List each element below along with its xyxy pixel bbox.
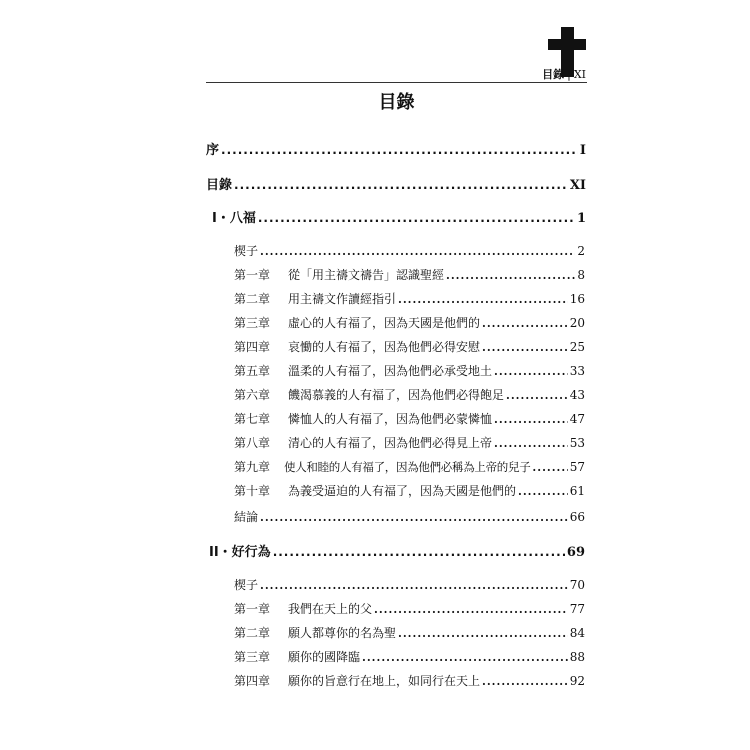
toc-chapter[interactable] xyxy=(234,386,585,403)
running-header-separator: | xyxy=(567,68,571,81)
toc-chapter-title: 哀慟的人有福了，因為他們必得安慰 xyxy=(288,340,481,354)
toc-chapter-number: 第十章 xyxy=(234,484,271,498)
toc-chapter-number: 第二章 xyxy=(234,626,271,640)
toc-chapter-number: 第四章 xyxy=(234,340,271,354)
toc-entry-title: 目錄 xyxy=(206,178,233,193)
toc-chapter-page: 61 xyxy=(569,484,585,498)
toc-part-2[interactable] xyxy=(209,541,585,560)
toc-chapter[interactable] xyxy=(234,648,585,665)
toc-chapter-title: 願你的旨意行在地上，如同行在天上 xyxy=(288,674,481,688)
toc-chapter-number: 第三章 xyxy=(234,650,271,664)
page-title: 目錄 xyxy=(378,92,415,113)
toc-chapter-page: 2 xyxy=(577,244,585,258)
dot-leader xyxy=(482,317,568,330)
toc-chapter-title: 願你的國降臨 xyxy=(288,650,361,664)
toc-chapter[interactable] xyxy=(234,314,585,331)
toc-chapter-number: 第四章 xyxy=(234,674,271,688)
toc-part-label: II・好行為 xyxy=(209,545,271,560)
dot-leader xyxy=(398,627,568,640)
toc-chapter-title: 結論 xyxy=(234,510,259,524)
toc-chapter-page: 25 xyxy=(569,340,585,354)
dot-leader xyxy=(506,389,568,402)
toc-chapter-title: 清心的人有福了，因為他們必得見上帝 xyxy=(288,436,493,450)
toc-chapter[interactable] xyxy=(234,672,585,689)
toc-chapter-page: 66 xyxy=(569,510,585,524)
toc-entry-title: 序 xyxy=(206,143,220,158)
dot-leader xyxy=(260,579,568,592)
dot-leader xyxy=(532,461,567,474)
toc-chapter[interactable] xyxy=(234,338,585,355)
dot-leader xyxy=(446,269,575,282)
dot-leader xyxy=(494,365,568,378)
toc-chapter-title: 虛心的人有福了，因為天國是他們的 xyxy=(288,316,481,330)
toc-chapter-title: 從「用主禱文禱告」認識聖經 xyxy=(288,268,445,282)
toc-chapter-title: 憐恤人的人有福了，因為他們必蒙憐恤 xyxy=(288,412,493,426)
toc-part-page: 69 xyxy=(566,545,585,560)
toc-chapter-title: 用主禱文作讀經指引 xyxy=(288,292,397,306)
toc-chapter-page: 84 xyxy=(569,626,585,640)
toc-chapter[interactable] xyxy=(234,410,585,427)
dot-leader xyxy=(518,485,568,498)
toc-entry-preface[interactable] xyxy=(206,139,586,158)
toc-chapter-title: 楔子 xyxy=(234,578,259,592)
dot-leader xyxy=(221,143,578,157)
dot-leader xyxy=(494,437,568,450)
toc-chapter-title: 願人都尊你的名為聖 xyxy=(288,626,397,640)
toc-chapter[interactable] xyxy=(234,242,585,259)
toc-chapter-number: 第三章 xyxy=(234,316,271,330)
toc-entry-page: XI xyxy=(569,178,586,193)
toc-chapter-number: 第二章 xyxy=(234,292,271,306)
toc-part-1[interactable] xyxy=(212,207,586,226)
toc-chapter[interactable] xyxy=(234,482,585,499)
toc-chapter[interactable] xyxy=(234,434,585,451)
toc-chapter-page: 33 xyxy=(569,364,585,378)
toc-chapter-page: 16 xyxy=(569,292,585,306)
dot-leader xyxy=(494,413,568,426)
dot-leader xyxy=(273,545,565,559)
toc-chapter-number: 第七章 xyxy=(234,412,271,426)
toc-chapter-page: 88 xyxy=(569,650,585,664)
toc-chapter-page: 77 xyxy=(569,602,585,616)
running-header-page: XI xyxy=(573,68,586,81)
toc-part-label: I・八福 xyxy=(212,211,256,226)
toc-chapter[interactable] xyxy=(234,600,585,617)
dot-leader xyxy=(398,293,568,306)
toc-entry-contents[interactable] xyxy=(206,174,586,193)
dot-leader xyxy=(260,245,575,258)
toc-chapter[interactable] xyxy=(234,508,585,525)
toc-chapter-title: 為義受逼迫的人有福了，因為天國是他們的 xyxy=(288,484,517,498)
toc-chapter-number: 第六章 xyxy=(234,388,271,402)
toc-chapter[interactable] xyxy=(234,576,585,593)
toc-chapter-title: 饑渴慕義的人有福了，因為他們必得飽足 xyxy=(288,388,505,402)
dot-leader xyxy=(234,178,568,192)
toc-chapter[interactable] xyxy=(234,624,585,641)
running-header-title: 目錄 xyxy=(542,68,565,81)
dot-leader xyxy=(258,211,575,225)
toc-part-page: 1 xyxy=(576,211,586,226)
dot-leader xyxy=(374,603,568,616)
toc-chapter-number: 第五章 xyxy=(234,364,271,378)
toc-entry-page: I xyxy=(579,143,586,158)
dot-leader xyxy=(482,675,568,688)
toc-chapter-page: 20 xyxy=(569,316,585,330)
toc-chapter-number: 第一章 xyxy=(234,602,271,616)
toc-chapter-page: 43 xyxy=(569,388,585,402)
toc-chapter-number: 第九章 xyxy=(234,460,271,474)
toc-chapter-title: 我們在天上的父 xyxy=(288,602,373,616)
toc-chapter-number: 第八章 xyxy=(234,436,271,450)
dot-leader xyxy=(362,651,568,664)
toc-chapter-page: 47 xyxy=(569,412,585,426)
toc-chapter[interactable] xyxy=(234,362,585,379)
toc-chapter-title: 溫柔的人有福了，因為他們必承受地土 xyxy=(288,364,493,378)
toc-chapter-page: 57 xyxy=(569,460,585,474)
toc-chapter-number: 第一章 xyxy=(234,268,271,282)
dot-leader xyxy=(482,341,568,354)
toc-chapter[interactable] xyxy=(234,458,585,475)
toc-chapter-page: 53 xyxy=(569,436,585,450)
toc-chapter[interactable] xyxy=(234,266,585,283)
toc-chapter-title: 楔子 xyxy=(234,244,259,258)
toc-chapter-title: 使人和睦的人有福了，因為他們必稱為上帝的兒子 xyxy=(284,460,531,474)
toc-chapter-page: 70 xyxy=(569,578,585,592)
dot-leader xyxy=(260,511,568,524)
toc-chapter-page: 8 xyxy=(577,268,585,282)
toc-chapter-page: 92 xyxy=(569,674,585,688)
toc-chapter[interactable] xyxy=(234,290,585,307)
